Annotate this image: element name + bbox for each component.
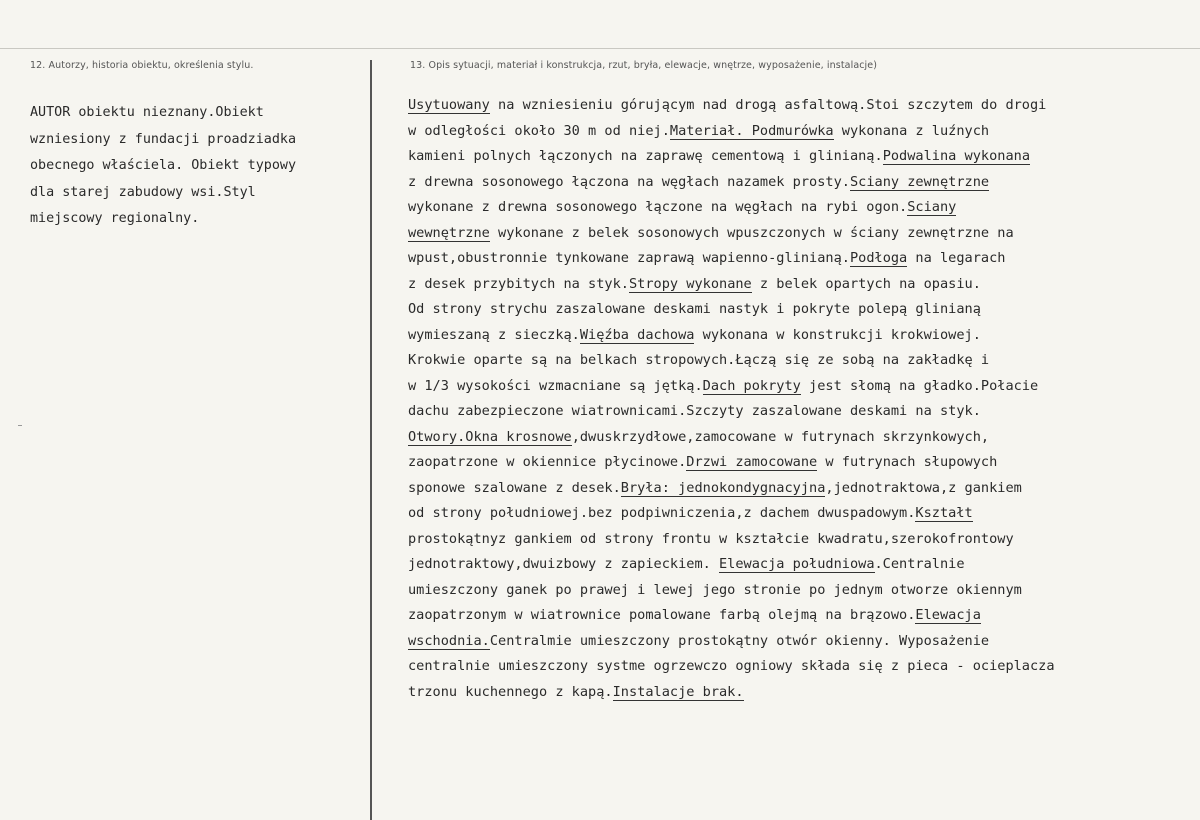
underlined-heading: Podłoga [849, 250, 908, 266]
text-segment: wykonana w konstrukcji krokwiowej. [694, 326, 981, 343]
margin-mark [18, 425, 22, 426]
text-segment: trzonu kuchennego z kapą. [408, 683, 613, 700]
text-line [408, 195, 1193, 221]
text-segment: Od strony strychu zaszalowane deskami nastyk i pokryte polepą glinianą [408, 301, 981, 317]
right-section-header: 13. Opis sytuacji, materiał i konstrukcja, rzut, bryła, elewacje, wnętrze, wyposażenie, instalacje) [410, 60, 878, 71]
text-line [408, 527, 1193, 553]
text-line [408, 399, 1193, 425]
text-segment: Centralmie umieszczony prostokątny otwór okienny. Wyposażenie [489, 632, 990, 649]
text-line [408, 272, 1193, 298]
text-segment: kamieni polnych łączonych na zaprawę cementową i glinianą. [408, 148, 883, 164]
text-segment: wykonana z luźnych [833, 122, 990, 139]
text-segment: ,jednotraktowa,z gankiem [825, 479, 1022, 496]
underlined-heading: Kształt [915, 505, 973, 521]
text-segment: z desek przybitych na styk. [408, 275, 629, 292]
text-segment: zaopatrzone w okiennice płycinowe. [408, 454, 687, 470]
text-segment: wykonane z drewna sosonowego łączone na węgłach na rybi ogon. [408, 199, 908, 215]
underlined-heading: Usytuowany [408, 97, 490, 113]
text-line [408, 501, 1193, 527]
underlined-heading: Drzwi zamocowane [686, 454, 818, 470]
authors-history-text [30, 100, 365, 233]
underlined-heading: Podwalina wykonana [882, 148, 1031, 164]
text-segment: dachu zabezpieczone wiatrownicami.Szczyty zaszalowane deskami na styk. [408, 403, 981, 419]
description-text [408, 93, 1193, 705]
underlined-heading: Otwory.Okna krosnowe [408, 428, 572, 445]
text-segment: wpust,obustronnie tynkowane zaprawą wapienno-glinianą. [408, 250, 850, 266]
text-segment: z belek opartych na opasiu. [751, 275, 981, 292]
text-line [408, 323, 1193, 349]
text-line [408, 680, 1193, 706]
text-line [408, 629, 1193, 655]
text-segment: jednotraktowy,dwuizbowy z zapieckiem. [408, 556, 719, 572]
text-segment: jest słomą na gładko.Połacie [800, 377, 1039, 394]
text-segment: prostokątnyz gankiem od strony frontu w kształcie kwadratu,szerokofrontowy [408, 530, 1014, 547]
text-line [408, 119, 1193, 145]
text-line: wzniesiony z fundacji proadziadka [30, 131, 297, 147]
text-line [408, 374, 1193, 400]
text-segment: ,dwuskrzydłowe,zamocowane w futrynach skrzynkowych, [571, 428, 990, 445]
underlined-heading: Dach pokryty [702, 377, 801, 394]
text-segment: w futrynach słupowych [817, 454, 998, 470]
text-line [408, 450, 1193, 476]
text-line [408, 425, 1193, 451]
text-line [408, 603, 1193, 629]
text-line [408, 297, 1193, 323]
text-segment: wymieszaną z sieczką. [408, 326, 580, 343]
text-line: miejscowy regionalny. [30, 211, 200, 226]
text-segment: Krokwie oparte są na belkach stropowych.Łączą się ze sobą na zakładkę i [408, 352, 990, 368]
text-segment: na wzniesieniu górującym nad drogą asfaltową.Stoi szczytem do drogi [489, 97, 1047, 113]
text-line [408, 654, 1193, 680]
underlined-heading: wschodnia. [408, 632, 490, 649]
text-line [408, 221, 1193, 247]
text-segment: od strony południowej.bez podpiwniczenia,z dachem dwuspadowym. [408, 505, 916, 521]
text-line: AUTOR obiektu nieznany.Obiekt [30, 105, 264, 120]
text-segment: w 1/3 wysokości wzmacniane są jętką. [408, 377, 703, 394]
top-rule [0, 48, 1200, 49]
text-segment: umieszczony ganek po prawej i lewej jego stronie po jednym otworze okiennym [408, 581, 1022, 598]
underlined-heading: Materiał. Podmurówka [669, 122, 834, 139]
text-segment: .Centralnie [874, 556, 965, 572]
text-line [408, 578, 1193, 604]
text-segment: centralnie umieszczony systme ogrzewczo ogniowy składa się z pieca - ocieplacza [408, 658, 1055, 674]
text-segment: zaopatrzonym w wiatrownice pomalowane farbą olejmą na brązowo. [408, 607, 916, 623]
text-segment: wykonane z belek sosonowych wpuszczonych w ściany zewnętrzne na [489, 224, 1014, 241]
underlined-heading: Elewacja [915, 607, 981, 623]
underlined-heading: Instalacje brak. [612, 683, 744, 700]
text-line [408, 93, 1193, 119]
column-divider [370, 60, 372, 820]
underlined-heading: Elewacja południowa [719, 556, 875, 572]
underlined-heading: Stropy wykonane [628, 275, 752, 292]
underlined-heading: wewnętrzne [408, 224, 490, 241]
text-line [408, 348, 1193, 374]
left-section-header: 12. Autorzy, historia obiektu, określenia stylu. [30, 60, 254, 71]
text-segment: w odległości około 30 m od niej. [408, 122, 670, 139]
underlined-heading: Bryła: jednokondygnacyjna [620, 479, 826, 496]
underlined-heading: Sciany [907, 199, 957, 215]
text-segment: z drewna sosonowego łączona na węgłach nazamek prosty. [408, 173, 850, 190]
text-line [408, 170, 1193, 196]
text-line: dla starej zabudowy wsi.Styl [30, 184, 256, 200]
text-line [408, 552, 1193, 578]
text-line: obecnego właściela. Obiekt typowy [30, 158, 297, 173]
text-line [408, 476, 1193, 502]
text-line [408, 246, 1193, 272]
underlined-heading: Sciany zewnętrzne [849, 173, 990, 190]
text-segment: na legarach [907, 250, 1006, 266]
text-line [408, 144, 1193, 170]
text-segment: sponowe szalowane z desek. [408, 479, 621, 496]
underlined-heading: Więźba dachowa [579, 326, 695, 343]
